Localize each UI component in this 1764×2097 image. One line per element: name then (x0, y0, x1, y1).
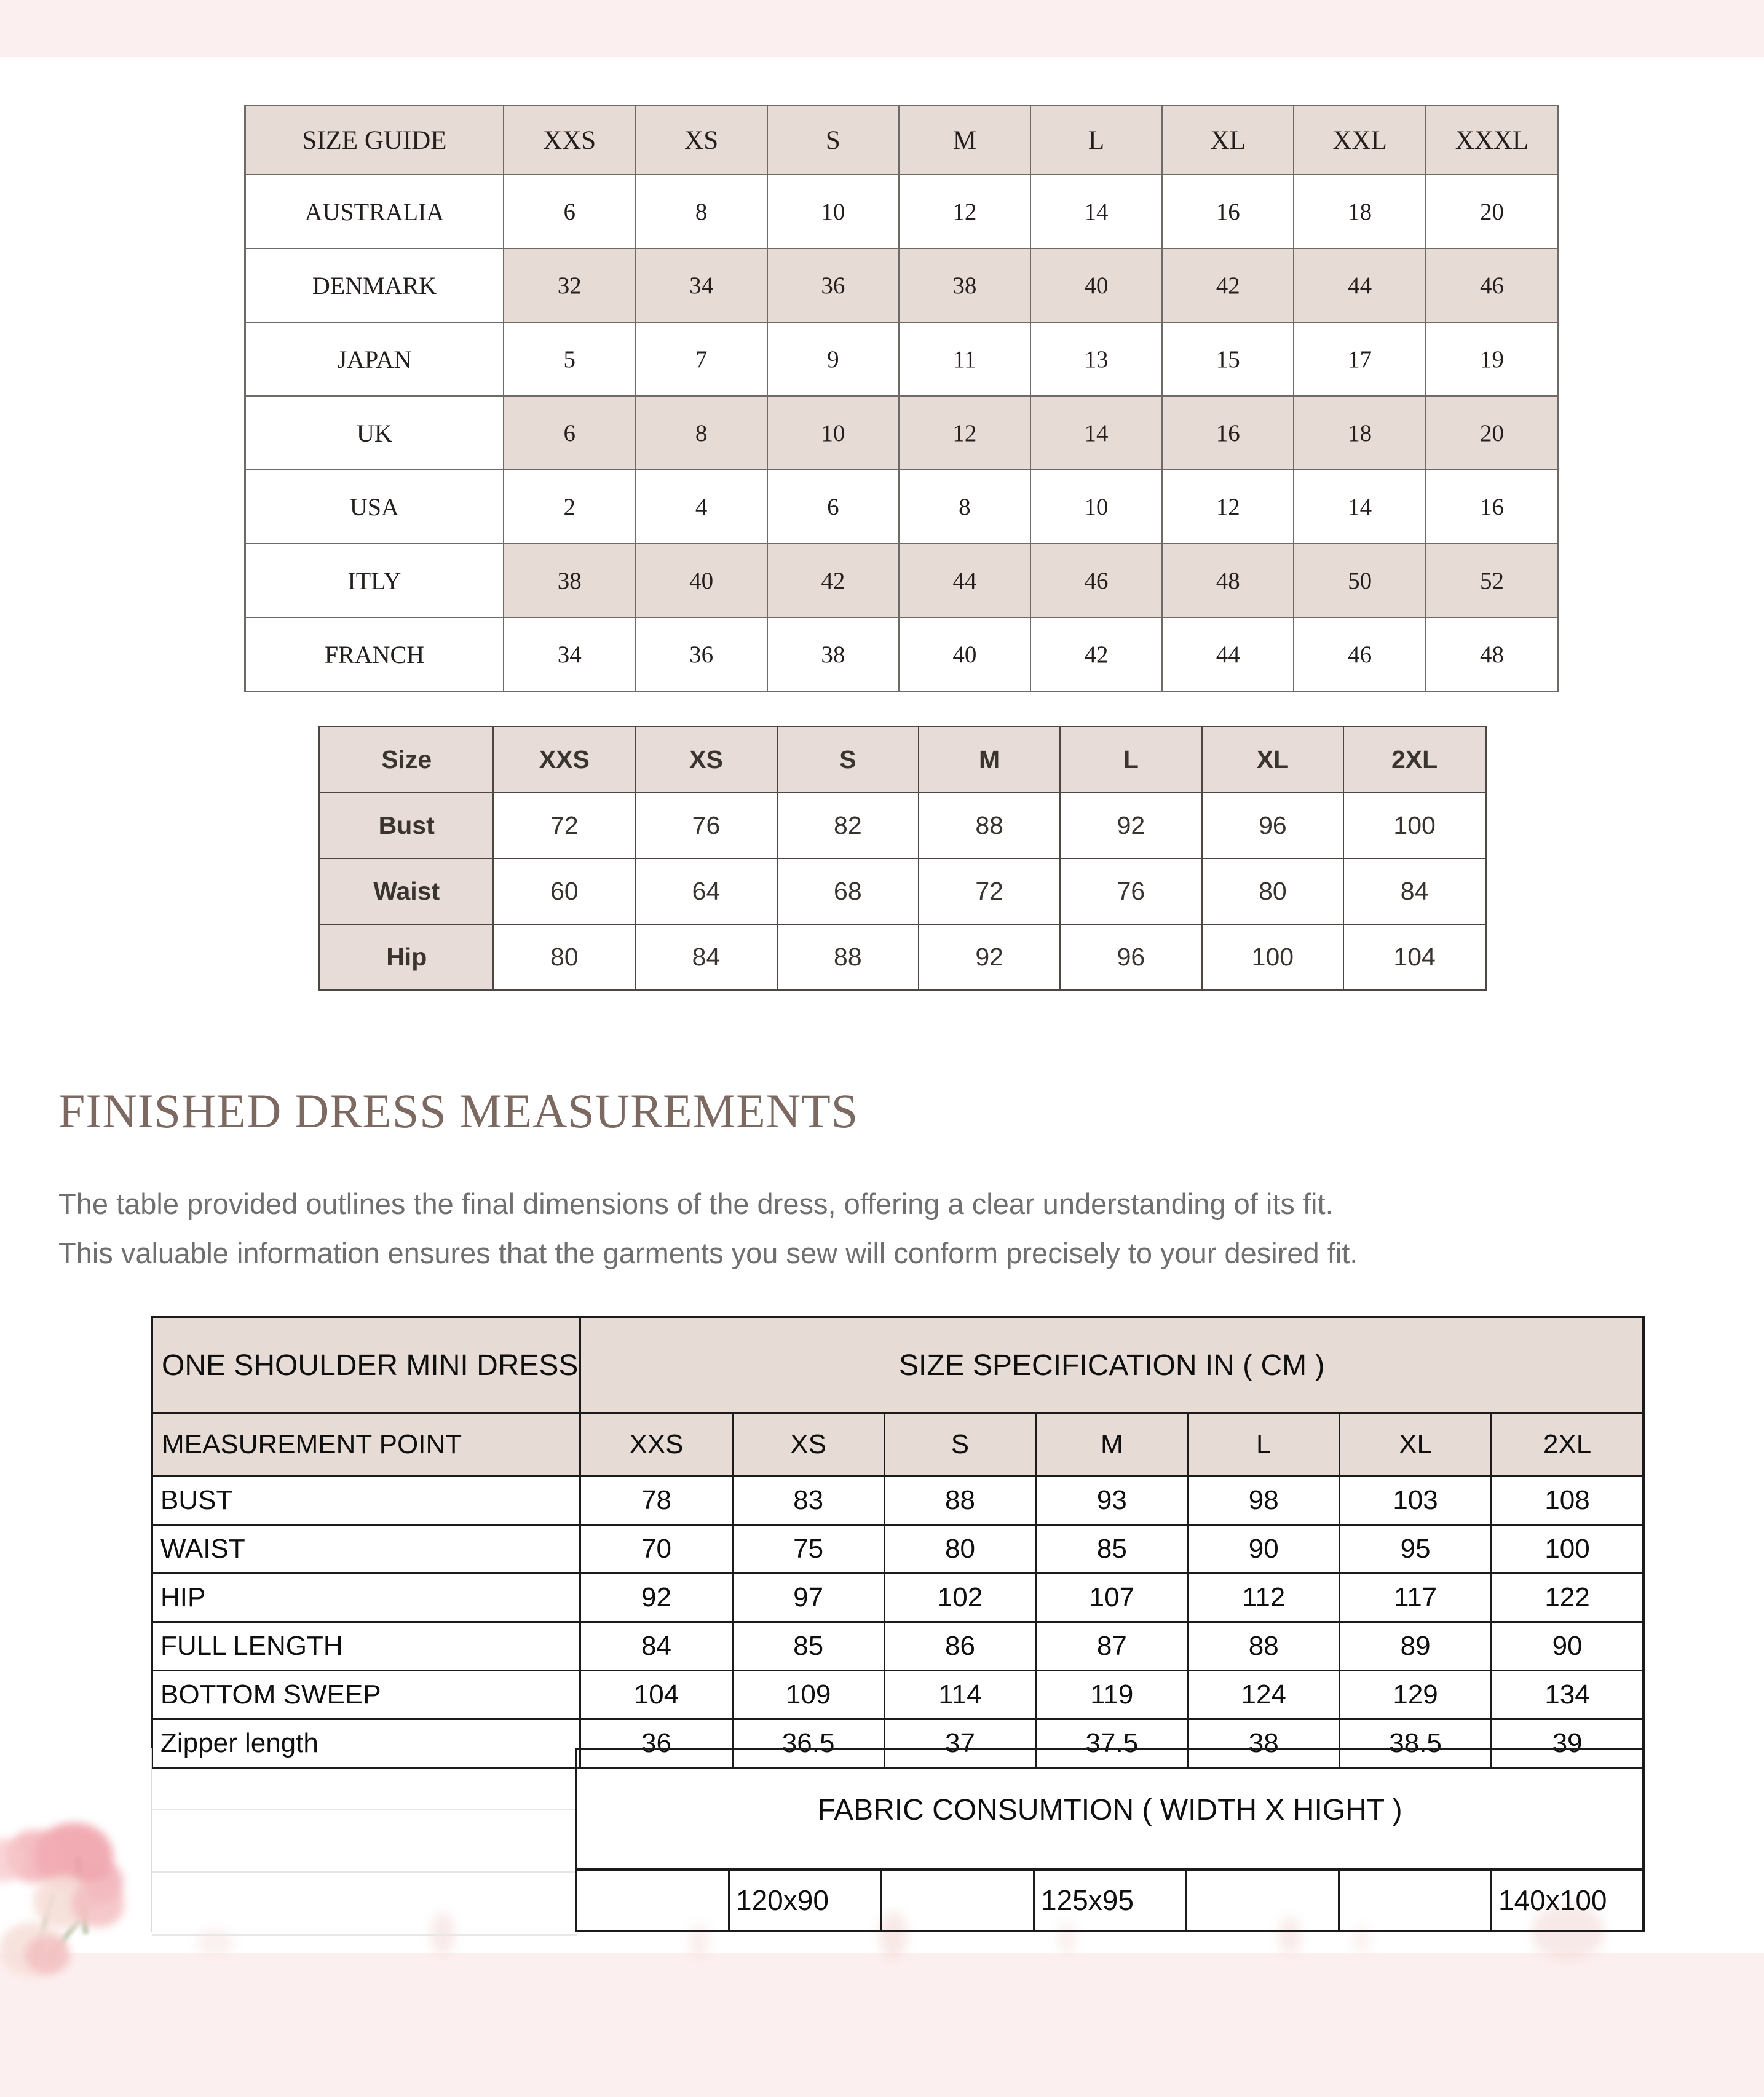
fabric-consumption-values (577, 1871, 1642, 1930)
spec-cell: 102 (884, 1574, 1036, 1622)
fabric-consumption-cell: 125x95 (1035, 1871, 1187, 1930)
size-guide-cell: 9 (767, 322, 899, 396)
size-guide-cell: 20 (1426, 396, 1559, 470)
spec-cell: 112 (1188, 1574, 1340, 1622)
size-guide-cell: 18 (1294, 175, 1426, 248)
spec-cell: 90 (1188, 1525, 1340, 1574)
garment-name: ONE SHOULDER MINI DRESS (152, 1317, 580, 1413)
body-measurements-cell: 100 (1202, 924, 1344, 991)
spec-row-label: BOTTOM SWEEP (152, 1671, 580, 1719)
fabric-consumption-cell (577, 1871, 730, 1930)
body-measurements-row-label: Hip (320, 924, 494, 991)
spec-cell: 88 (1188, 1622, 1340, 1671)
size-guide-column-header: XS (636, 106, 767, 175)
size-guide-cell: 14 (1030, 175, 1162, 248)
size-guide-header-row (245, 106, 1559, 175)
spec-cell: 39 (1492, 1719, 1643, 1769)
size-guide-cell: 44 (899, 544, 1030, 617)
spec-cell: 86 (884, 1622, 1036, 1671)
size-guide-cell: 19 (1426, 322, 1559, 396)
table-row (152, 1574, 1643, 1622)
size-guide-cell: 38 (899, 248, 1030, 322)
spec-cell: 117 (1340, 1574, 1492, 1622)
size-guide-cell: 12 (1162, 470, 1294, 544)
body-measurements-cell: 92 (919, 924, 1060, 991)
body-measurements-cell: 84 (1343, 858, 1485, 924)
body-measurements-column-header: XS (635, 727, 777, 793)
intro-paragraph (58, 1179, 1719, 1278)
table-row (245, 470, 1559, 544)
fabric-consumption-section (151, 1748, 1645, 1932)
table-row (245, 544, 1559, 617)
fabric-consumption-cell (1187, 1871, 1340, 1930)
spec-cell: 97 (732, 1574, 884, 1622)
spec-cell: 119 (1036, 1671, 1188, 1719)
size-guide-cell: 12 (899, 175, 1030, 248)
size-guide-cell: 8 (899, 470, 1030, 544)
spec-cell: 84 (580, 1622, 732, 1671)
body-measurements-cell: 96 (1060, 924, 1201, 991)
spec-column-header: XL (1340, 1413, 1492, 1477)
table-row (245, 175, 1559, 248)
body-measurements-corner-label: Size (320, 727, 494, 793)
size-guide-cell: 42 (1030, 617, 1162, 692)
size-guide-column-header: M (899, 106, 1030, 175)
size-guide-cell: 10 (767, 396, 899, 470)
size-guide-cell: 36 (636, 617, 767, 692)
spec-cell: 114 (884, 1671, 1036, 1719)
spec-cell: 89 (1340, 1622, 1492, 1671)
body-measurements-cell: 92 (1060, 793, 1201, 858)
spec-cell: 85 (1036, 1525, 1188, 1574)
fabric-consumption-cell (882, 1871, 1035, 1930)
size-guide-row-label: ITLY (245, 544, 504, 617)
size-guide-cell: 44 (1162, 617, 1294, 692)
spec-cell: 95 (1340, 1525, 1492, 1574)
table-row (245, 396, 1559, 470)
size-guide-cell: 2 (504, 470, 636, 544)
spec-cell: 36 (580, 1719, 732, 1769)
size-guide-cell: 10 (1030, 470, 1162, 544)
spec-cell: 124 (1188, 1671, 1340, 1719)
body-measurements-row-label: Waist (320, 858, 494, 924)
measurement-point-header: MEASUREMENT POINT (152, 1413, 580, 1477)
spec-cell: 83 (732, 1477, 884, 1525)
body-measurements-row-label: Bust (320, 793, 494, 858)
body-measurements-cell: 64 (635, 858, 777, 924)
spec-cell: 37 (884, 1719, 1036, 1769)
size-guide-column-header: L (1030, 106, 1162, 175)
size-guide-cell: 16 (1162, 175, 1294, 248)
size-guide-column-header: XL (1162, 106, 1294, 175)
body-measurements-cell: 80 (493, 924, 635, 991)
size-guide-cell: 38 (504, 544, 636, 617)
spec-cell: 104 (580, 1671, 732, 1719)
size-guide-cell: 40 (1030, 248, 1162, 322)
table-row (152, 1622, 1643, 1671)
spec-column-header: S (884, 1413, 1036, 1477)
spec-cell: 122 (1492, 1574, 1643, 1622)
spec-column-header: 2XL (1492, 1413, 1643, 1477)
spec-table-body (152, 1317, 1643, 1768)
size-guide-cell: 48 (1426, 617, 1559, 692)
spec-cell: 75 (732, 1525, 884, 1574)
size-guide-cell: 13 (1030, 322, 1162, 396)
size-guide-body (245, 106, 1559, 692)
spec-cell: 103 (1340, 1477, 1492, 1525)
size-guide-cell: 14 (1030, 396, 1162, 470)
size-guide-cell: 40 (899, 617, 1030, 692)
body-measurements-cell: 88 (919, 793, 1060, 858)
size-guide-cell: 34 (636, 248, 767, 322)
spec-column-header: M (1036, 1413, 1188, 1477)
spec-cell: 109 (732, 1671, 884, 1719)
size-guide-cell: 4 (636, 470, 767, 544)
size-guide-row-label: AUSTRALIA (245, 175, 504, 248)
size-guide-cell: 44 (1294, 248, 1426, 322)
size-guide-cell: 8 (636, 175, 767, 248)
size-guide-cell: 34 (504, 617, 636, 692)
size-guide-cell: 52 (1426, 544, 1559, 617)
size-guide-cell: 17 (1294, 322, 1426, 396)
body-measurements-cell: 76 (1060, 858, 1201, 924)
body-measurements-cell: 72 (919, 858, 1060, 924)
spec-row-label: Zipper length (152, 1719, 580, 1769)
size-guide-row-label: JAPAN (245, 322, 504, 396)
spec-cell: 92 (580, 1574, 732, 1622)
spec-cell: 70 (580, 1525, 732, 1574)
size-guide-cell: 6 (504, 175, 636, 248)
body-measurements-column-header: S (777, 727, 919, 793)
size-guide-cell: 46 (1294, 617, 1426, 692)
table-row (320, 858, 1486, 924)
size-guide-cell: 7 (636, 322, 767, 396)
spec-cell: 93 (1036, 1477, 1188, 1525)
blank-row (152, 1873, 577, 1936)
spec-table-wrapper (151, 1316, 1645, 1769)
spec-cell: 88 (884, 1477, 1036, 1525)
body-measurements-column-header: M (919, 727, 1060, 793)
size-guide-cell: 18 (1294, 396, 1426, 470)
size-guide-cell: 42 (1162, 248, 1294, 322)
body-measurements-header-row (320, 727, 1486, 793)
table-row (245, 322, 1559, 396)
size-guide-cell: 20 (1426, 175, 1559, 248)
size-guide-cell: 16 (1162, 396, 1294, 470)
body-measurements-cell: 84 (635, 924, 777, 991)
size-guide-column-header: XXXL (1426, 106, 1559, 175)
body-measurements-cell: 82 (777, 793, 919, 858)
body-measurements-cell: 60 (493, 858, 635, 924)
table-row (152, 1671, 1643, 1719)
fabric-left-blank-column (151, 1748, 577, 1932)
size-guide-row-label: UK (245, 396, 504, 470)
size-guide-cell: 11 (899, 322, 1030, 396)
body-measurements-cell: 80 (1202, 858, 1344, 924)
table-row (245, 617, 1559, 692)
size-guide-cell: 42 (767, 544, 899, 617)
body-measurements-column-header: 2XL (1343, 727, 1485, 793)
spec-cell: 107 (1036, 1574, 1188, 1622)
fabric-consumption-cell (1340, 1871, 1492, 1930)
table-row (152, 1525, 1643, 1574)
size-guide-cell: 12 (899, 396, 1030, 470)
size-guide-cell: 46 (1426, 248, 1559, 322)
size-guide-cell: 48 (1162, 544, 1294, 617)
size-guide-cell: 36 (767, 248, 899, 322)
size-guide-cell: 32 (504, 248, 636, 322)
spec-row-label: FULL LENGTH (152, 1622, 580, 1671)
spec-row-label: BUST (152, 1477, 580, 1525)
size-guide-cell: 50 (1294, 544, 1426, 617)
body-measurements-cell: 100 (1343, 793, 1485, 858)
fabric-consumption-title: FABRIC CONSUMTION ( WIDTH X HIGHT ) (577, 1750, 1642, 1871)
size-guide-cell: 6 (767, 470, 899, 544)
spec-row-label: HIP (152, 1574, 580, 1622)
table-row (320, 793, 1486, 858)
spec-cell: 87 (1036, 1622, 1188, 1671)
size-guide-column-header: XXL (1294, 106, 1426, 175)
intro-paragraph-line-1: The table provided outlines the final dimensions of the dress, offering a clear understanding of its fit. (58, 1187, 1334, 1220)
spec-cell: 80 (884, 1525, 1036, 1574)
size-guide-table (244, 105, 1559, 692)
spec-cell: 90 (1492, 1622, 1643, 1671)
size-guide-row-label: USA (245, 470, 504, 544)
spec-cell: 100 (1492, 1525, 1643, 1574)
body-measurements-column-header: XXS (493, 727, 635, 793)
spec-column-header: L (1188, 1413, 1340, 1477)
fabric-consumption-box (575, 1748, 1645, 1932)
spec-title-row (152, 1317, 1643, 1413)
bottom-decorative-band (0, 1953, 1764, 2097)
spec-column-header: XS (732, 1413, 884, 1477)
fabric-consumption-cell: 120x90 (730, 1871, 882, 1930)
top-decorative-band (0, 0, 1764, 57)
spec-column-header-row (152, 1413, 1643, 1477)
body-measurements-body (320, 727, 1486, 991)
size-guide-cell: 40 (636, 544, 767, 617)
size-guide-column-header: S (767, 106, 899, 175)
size-guide-cell: 15 (1162, 322, 1294, 396)
intro-paragraph-line-2: This valuable information ensures that the garments you sew will conform precisely to your desired fit. (58, 1237, 1358, 1269)
body-measurements-column-header: XL (1202, 727, 1344, 793)
spec-cell: 36.5 (732, 1719, 884, 1769)
size-guide-cell: 10 (767, 175, 899, 248)
body-measurements-cell: 72 (493, 793, 635, 858)
spec-cell: 85 (732, 1622, 884, 1671)
spec-cell: 78 (580, 1477, 732, 1525)
blank-row (152, 1748, 577, 1810)
size-guide-cell: 16 (1426, 470, 1559, 544)
size-guide-corner-label: SIZE GUIDE (245, 106, 504, 175)
spec-row-label: WAIST (152, 1525, 580, 1574)
spec-column-header: XXS (580, 1413, 732, 1477)
size-guide-cell: 14 (1294, 470, 1426, 544)
blank-row (152, 1810, 577, 1873)
size-guide-cell: 5 (504, 322, 636, 396)
spec-cell: 98 (1188, 1477, 1340, 1525)
spec-cell: 134 (1492, 1671, 1643, 1719)
spec-title: SIZE SPECIFICATION IN ( CM ) (580, 1317, 1643, 1413)
table-row (152, 1477, 1643, 1525)
size-guide-row-label: DENMARK (245, 248, 504, 322)
spec-cell: 108 (1492, 1477, 1643, 1525)
spec-cell: 37.5 (1036, 1719, 1188, 1769)
size-guide-cell: 46 (1030, 544, 1162, 617)
body-measurements-cell: 68 (777, 858, 919, 924)
fabric-consumption-cell: 140x100 (1498, 1884, 1607, 1916)
spec-cell: 38.5 (1340, 1719, 1492, 1769)
page-title: FINISHED DRESS MEASUREMENTS (58, 1084, 859, 1138)
body-measurements-cell: 88 (777, 924, 919, 991)
size-guide-cell: 8 (636, 396, 767, 470)
table-row (245, 248, 1559, 322)
spec-cell: 129 (1340, 1671, 1492, 1719)
spec-cell: 38 (1188, 1719, 1340, 1769)
body-measurements-cell: 96 (1202, 793, 1344, 858)
size-guide-column-header: XXS (504, 106, 636, 175)
body-measurements-cell: 104 (1343, 924, 1485, 991)
size-guide-cell: 38 (767, 617, 899, 692)
finished-dress-spec-table (151, 1316, 1645, 1769)
body-measurements-table (318, 726, 1487, 991)
size-guide-cell: 6 (504, 396, 636, 470)
body-measurements-column-header: L (1060, 727, 1201, 793)
body-measurements-cell: 76 (635, 793, 777, 858)
size-guide-row-label: FRANCH (245, 617, 504, 692)
table-row (320, 924, 1486, 991)
